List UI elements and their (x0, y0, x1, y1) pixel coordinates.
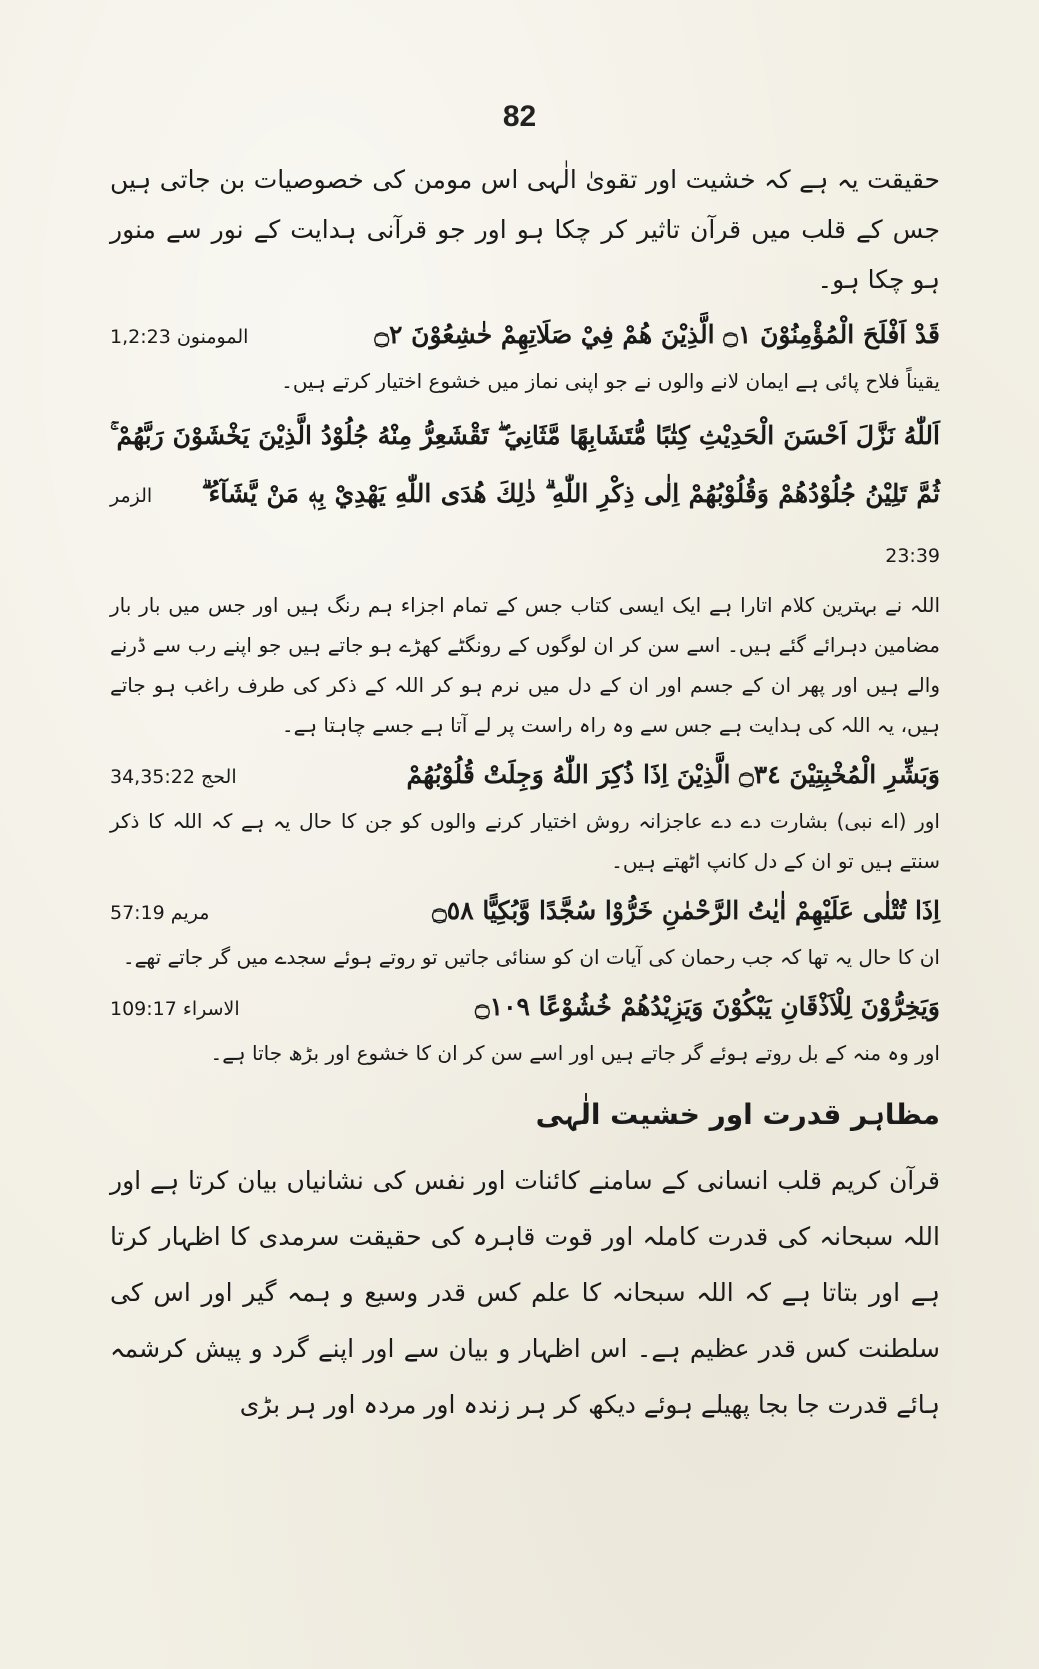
verse-5-reference: الاسراء 109:17 (110, 998, 240, 1020)
verse-4-reference: مریم 57:19 (110, 902, 210, 924)
verse-3 (110, 749, 940, 801)
verse-2-translation: اللہ نے بہترین کلام اتارا ہے ایک ایسی کتاب جس کے تمام اجزاء ہم رنگ ہیں اور جس میں بار بار مضامین دہرائے گئے ہیں۔ اسے سن کر ان لوگوں کے رونگٹے کھڑے ہو جاتے ہیں جو اپنے رب سے ڈرنے والے ہیں اور پھر ان کے جسم اور ان کے دل میں نرم ہو کر اللہ کے ذکر کی طرف راغب ہو جاتے ہیں، یہ اللہ کی ہدایت ہے جس سے وہ راہ راست پر لے آتا ہے جسے چاہتا ہے۔ (110, 593, 940, 737)
verse-5 (110, 981, 940, 1033)
section-heading: مظاہر قدرت اور خشیت الٰہی (535, 1098, 940, 1131)
verse-3-arabic: وَبَشِّرِ الْمُخْبِتِيْنَ ۝٣٤ الَّذِيْنَ اِذَا ذُكِرَ اللّٰهُ وَجِلَتْ قُلُوْبُهُمْ (406, 760, 940, 789)
verse-5-translation: اور وہ منہ کے بل روتے ہوئے گر جاتے ہیں اور اسے سن کر ان کا خشوع اور بڑھ جاتا ہے۔ (210, 1041, 940, 1065)
intro-paragraph: حقیقت یہ ہے کہ خشیت اور تقویٰ الٰہی اس مومن کی خصوصیات بن جاتی ہیں جس کے قلب میں قرآن تاثیر کر چکا ہو اور جو قرآنی ہدایت کے نور سے منور ہو چکا ہو۔ (110, 165, 940, 294)
verse-1-arabic: قَدْ اَفْلَحَ الْمُؤْمِنُوْنَ ۝١ الَّذِيْنَ هُمْ فِيْ صَلَاتِهِمْ خٰشِعُوْنَ ۝٢ (374, 320, 940, 349)
verse-4 (110, 885, 940, 937)
verse-3-translation: اور (اے نبی) بشارت دے دے عاجزانہ روش اختیار کرنے والوں کو جن کا حال یہ ہے کہ اللہ کا ذکر سنتے ہیں تو ان کے دل کانپ اٹھتے ہیں۔ (110, 809, 940, 873)
verse-3-reference: الحج 34,35:22 (110, 766, 237, 788)
verse-1-reference: المومنون 1,2:23 (110, 326, 249, 348)
verse-2-arabic: اَللّٰهُ نَزَّلَ اَحْسَنَ الْحَدِيْثِ كِتٰبًا مُّتَشَابِهًا مَّثَانِيَ ۖ تَقْشَعِرُّ مِنْهُ جُلُوْدُ الَّذِيْنَ يَخْشَوْنَ رَبَّهُمْ ۚ ثُمَّ تَلِيْنُ جُلُوْدُهُمْ وَقُلُوْبُهُمْ اِلٰى ذِكْرِ اللّٰهِ ۗ ذٰلِكَ هُدَى اللّٰهِ يَهْدِيْ بِهٖ مَنْ يَّشَآءُ ۗ (110, 421, 940, 508)
verse-2-reference: الزمر 23:39 (110, 485, 940, 567)
page-content (110, 155, 940, 1433)
verse-1 (110, 309, 940, 361)
section-body: قرآن کریم قلب انسانی کے سامنے کائنات اور نفس کی نشانیاں بیان کرتا ہے اور اللہ سبحانہ کی قدرت کاملہ اور قوت قاہرہ کی حقیقت سرمدی کا اظہار کرتا ہے اور بتاتا ہے کہ اللہ سبحانہ کا علم کس قدر وسیع و ہمہ گیر اور اس کی سلطنت کس قدر عظیم ہے۔ اس اظہار و بیان سے اور اپنے گرد و پیش کرشمہ ہائے قدرت جا بجا پھیلے ہوئے دیکھ کر ہر زندہ اور مردہ اور ہر بڑی (110, 1166, 940, 1419)
verse-2 (110, 407, 940, 585)
page-number: 82 (502, 100, 537, 133)
verse-4-translation: ان کا حال یہ تھا کہ جب رحمان کی آیات ان کو سنائی جاتیں تو روتے ہوئے سجدے میں گر جاتے تھے۔ (122, 945, 940, 969)
verse-5-arabic: وَيَخِرُّوْنَ لِلْاَذْقَانِ يَبْكُوْنَ وَيَزِيْدُهُمْ خُشُوْعًا ۝١٠٩ (475, 992, 940, 1021)
verse-1-translation: یقیناً فلاح پائی ہے ایمان لانے والوں نے جو اپنی نماز میں خشوع اختیار کرتے ہیں۔ (281, 369, 940, 393)
verse-4-arabic: اِذَا تُتْلٰى عَلَيْهِمْ اٰيٰتُ الرَّحْمٰنِ خَرُّوْا سُجَّدًا وَّبُكِيًّا ۝٥٨ (432, 896, 940, 925)
